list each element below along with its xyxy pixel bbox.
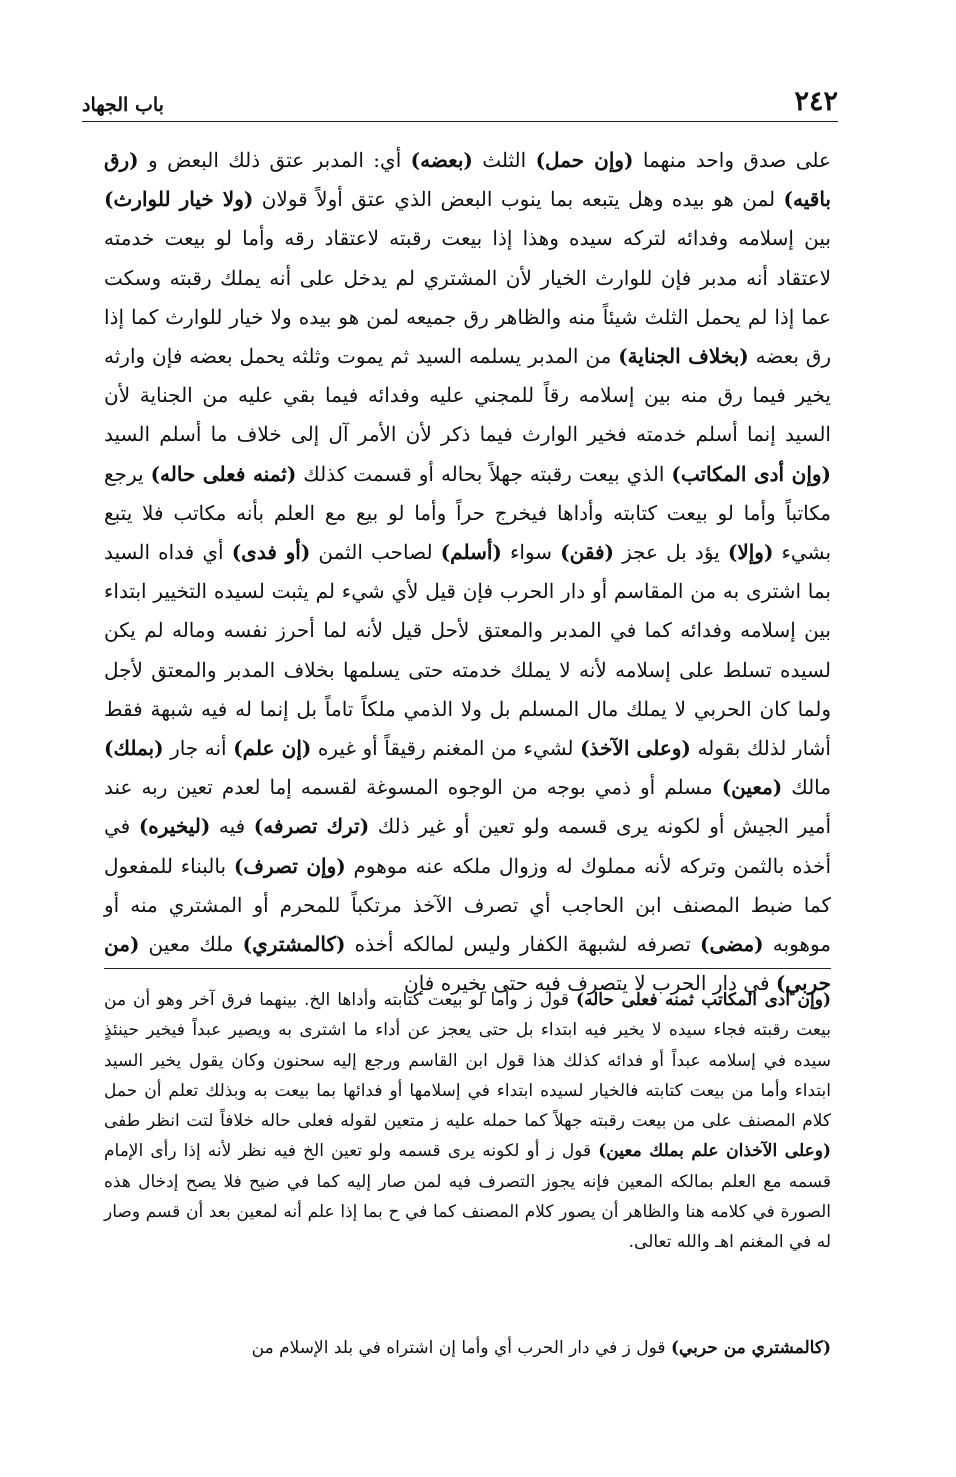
- page-header: [82, 86, 838, 122]
- main-text-lemma: (ولا خيار للوارث): [104, 187, 254, 212]
- main-text-lemma: (وإن أدى المكاتب): [671, 461, 832, 486]
- main-text-lemma: (إن علم): [233, 736, 312, 761]
- main-text-segment: سواء: [501, 540, 561, 565]
- main-text-lemma: (كالمشتري): [242, 932, 346, 957]
- main-text-lemma: (ثمنه فعلى حاله): [150, 461, 297, 486]
- main-text-lemma: (مضى): [699, 932, 764, 957]
- main-text-segment: أي: المدبر عتق ذلك البعض و: [138, 148, 411, 172]
- running-title: باب الجهاد: [82, 94, 164, 116]
- page-number: ٢٤٢: [794, 86, 838, 117]
- main-text-lemma: (رق باقيه): [104, 148, 831, 212]
- footnote-1: [104, 985, 831, 1258]
- main-text-segment: بين إسلامه وفدائه لتركه سيده وهذا إذا بيعت رقبته لاعتقاد رقه وأما لو بيعت خدمته لاعتقاد أنه مدبر فإن للوارث الخيار لأن المشتري لم يدخل على أنه يملك رقبته وسكت عما إذا لم يحمل الثلث شيئاً منه والظاهر رق جميعه لمن هو بيده ولا خيار للوارث كما إذا رق بعضه: [104, 226, 832, 369]
- footnote-2-lemma: (كالمشتري من حربي): [670, 1338, 831, 1358]
- main-text-segment: في دار الحرب لا يتصرف فيه حتى يخيره فإن: [404, 971, 776, 996]
- footnote-1-segment: قول ز أو لكونه يرى قسمه ولو تعين الخ فيه نظر لأنه إذا رأى الإمام قسمه مع العلم بمالكه المعين فإنه يجوز التصرف فيه لمن صار إليه كما في ضيح فلا يصح إدخال هذه الصورة في كلامه هنا والظاهر أن يصور كلام المصنف كما في ح بما إذا علم أنه لمعين بعد أن قسم وصار له في المغنم اهـ والله تعالى.: [104, 1141, 831, 1253]
- main-text-lemma: (وإن تصرف): [233, 853, 346, 878]
- footnote-divider: [104, 968, 831, 969]
- main-text-segment: لشيء من المغنم رقيقاً أو غيره: [311, 736, 581, 761]
- main-text-lemma: (ليخيره): [138, 814, 211, 839]
- footnote-1-lemma: (وإن أدى المكاتب ثمنه فعلى حاله): [575, 990, 831, 1010]
- main-text-segment: بالبناء للمفعول كما ضبط المصنف ابن الحاجب أي تصرف الآخذ مرتكباً للمحرم أو المشتري منه أو موهوبه: [104, 853, 832, 957]
- main-text: [104, 141, 831, 1003]
- main-text-segment: يؤد بل عجز: [613, 540, 728, 565]
- footnote-2-segment: قول ز في دار الحرب أي وأما إن اشتراه في بلد الإسلام من: [251, 1338, 671, 1358]
- footnote-1-lemma: (وعلى الآخذان علم بملك معين): [598, 1141, 831, 1162]
- main-text-segment: على صدق واحد منهما: [633, 148, 831, 172]
- main-text-segment: ملك معين: [139, 932, 243, 957]
- main-text-segment: الذي بيعت رقبته جهلاً بحاله أو قسمت كذلك: [296, 461, 672, 486]
- main-text-lemma: (وعلى الآخذ): [580, 736, 691, 761]
- footnote-1-segment: قول ز وأما لو بيعت كتابته وأداها الخ. بينهما فرق آخر وهو أن من بيعت رقبته فجاء سيده لا يخير فيه ابتداء بل حتى يعجز عن أداء ما اشترى به ويصير عبداً فيخير حينئذٍ سيده في إسلامه عبداً أو فدائه كذلك هذا قول ابن القاسم ورجع إليه سحنون وكان يقول يخير السيد ابتداء وأما من بيعت كتابته فالخيار لسيده ابتداء في إسلامها أو فدائها بما بيعت به وبذلك تعلم أن حمل كلام المصنف على من بيعت رقبته جهلاً كما حمله عليه ز متعين لقوله فعلى حاله خلافاً لتت انظر طفى: [104, 990, 831, 1132]
- main-text-lemma: (بخلاف الجناية): [618, 344, 749, 369]
- footnote-2: [104, 1333, 831, 1363]
- main-text-lemma: (ترك تصرفه): [253, 814, 370, 839]
- main-text-segment: مالك: [782, 775, 831, 800]
- main-text-segment: لمن هو بيده وهل يتبعه بما ينوب البعض الذي عتق أولاً قولان: [253, 187, 784, 212]
- main-text-segment: في أخذه بالثمن وتركه لأنه مملوك له وزوال ملكه عنه موهوم: [104, 814, 831, 878]
- main-text-segment: تصرفه لشبهة الكفار وليس لمالكه أخذه: [345, 932, 700, 957]
- main-text-segment: لصاحب الثمن: [310, 540, 441, 565]
- main-text-lemma: (أسلم): [440, 540, 502, 565]
- main-text-segment: يرجع مكاتباً وأما لو بيعت كتابته وأداها فيخرج حراً وأما لو بيع مع العلم بأنه مكاتب فلا يتبع بشيء: [104, 461, 832, 565]
- main-text-lemma: (بعضه): [410, 148, 473, 172]
- main-text-lemma: (بملك): [104, 736, 164, 761]
- main-text-segment: مسلم أو ذمي بوجه من الوجوه المسوغة لقسمه إما لعدم تعين ربه عند أمير الجيش أو لكونه يرى قسمه ولو تعين أو غير ذلك: [104, 775, 831, 839]
- main-text-lemma: (أو فدى): [231, 540, 311, 565]
- main-text-segment: أنه جار: [163, 736, 234, 761]
- main-text-segment: فيه: [210, 814, 254, 839]
- main-text-lemma: (وإن حمل): [535, 148, 634, 172]
- main-text-lemma: (من حربي): [104, 932, 831, 996]
- main-text-segment: أي فداه السيد بما اشترى به من المقاسم أو دار الحرب فإن قيل لأي شيء لم يثبت لسيده التخيير ابتداء بين إسلامه وفدائه كما في المدبر والمعتق لأحل قيل لأنه لما أحرز نفسه وماله لم يكن لسيده تسلط على إسلامه لأنه لا يملك خدمته حتى يسلمها بخلاف المدبر والمعتق لأجل ولما كان الحربي لا يملك مال المسلم بل ولا الذمي ملكاً تاماً بل إنما له فيه شبهة فقط أشار لذلك بقوله: [104, 540, 831, 761]
- main-text-lemma: (معين): [721, 775, 783, 800]
- main-text-lemma: (وإلا): [727, 540, 774, 565]
- main-text-segment: الثلث: [472, 148, 536, 172]
- main-text-segment: من المدبر يسلمه السيد ثم يموت وثلثه يحمل بعضه فإن وارثه يخير فيما رق منه بين إسلامه رقاً للمجني عليه وفدائه فيما بقي عليه من الجناية لأن السيد إنما أسلم خدمته فخير الوارث فيما ذكر لأن الأمر آل إلى خلاف ما أسلم السيد: [104, 344, 831, 447]
- main-text-lemma: (فقن): [560, 540, 614, 565]
